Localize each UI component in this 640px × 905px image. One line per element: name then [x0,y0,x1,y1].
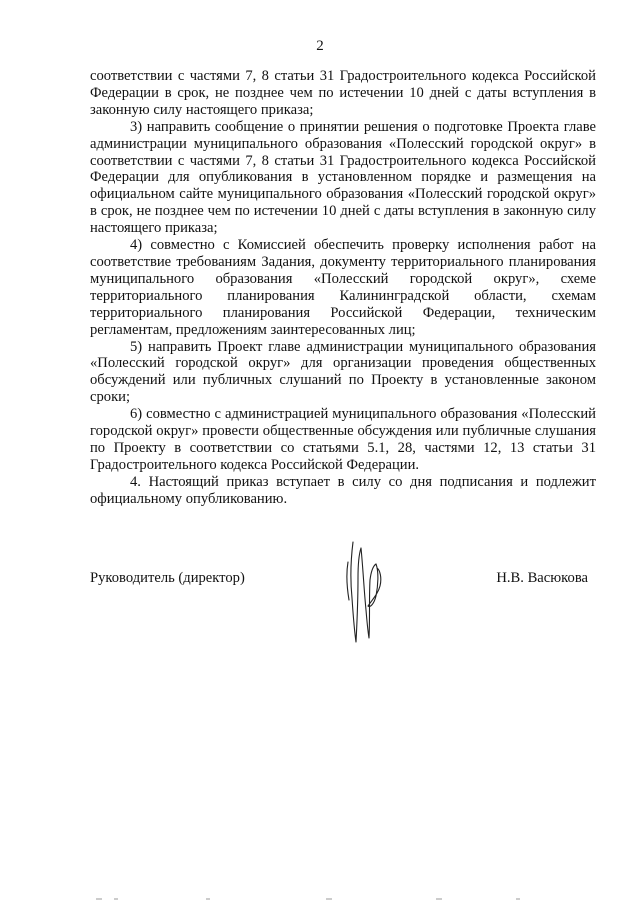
paragraph-item-5: 5) направить Проект главе администрации муниципального образования «Полесский городской округ» для организации проведения общественных обсуждений или публичных слушаний по Проекту в установленные законом сроки; [90,338,596,406]
signatory-name: Н.В. Васюкова [496,570,588,586]
paragraph-item-4: 4) совместно с Комиссией обеспечить проверку исполнения работ на соответствие требованиям Задания, документу территориального планирования муниципального образования «Полесский городской округ», схеме территориального планирования Калининградской области, схемам территориального планирования Российской Федерации, техническим регламентам, предложениям заинтересованных лиц; [90,237,596,338]
signatory-title: Руководитель (директор) [90,570,245,586]
page-number: 2 [316,38,324,54]
handwritten-signature [336,538,396,648]
document-body [90,68,596,508]
scan-edge-marks [96,896,616,902]
paragraph-item-6: 6) совместно с администрацией муниципального образования «Полесский городской округ» провести общественные обсуждения или публичные слушания по Проекту в соответствии со статьями 5.1, 28, частями 12, 13 статьи 31 Градостроительного кодекса Российской Федерации. [90,406,596,473]
paragraph-continuation: соответствии с частями 7, 8 статьи 31 Градостроительного кодекса Российской Федерации в срок, не позднее чем по истечении 10 дней с даты вступления в законную силу настоящего приказа; [90,68,596,118]
paragraph-item-3: 3) направить сообщение о принятии решения о подготовке Проекта главе администрации муниципального образования «Полесский городской округ» в соответствии с частями 7, 8 статьи 31 Градостроительного кодекса Российской Федерации для опубликования в установленном порядке и размещения на официальном сайте муниципального образования «Полесский городской округ» в срок, не позднее чем по истечении 10 дней с даты вступления в законную силу настоящего приказа; [90,118,596,237]
paragraph-clause-4: 4. Настоящий приказ вступает в силу со дня подписания и подлежит официальному опубликованию. [90,473,596,507]
